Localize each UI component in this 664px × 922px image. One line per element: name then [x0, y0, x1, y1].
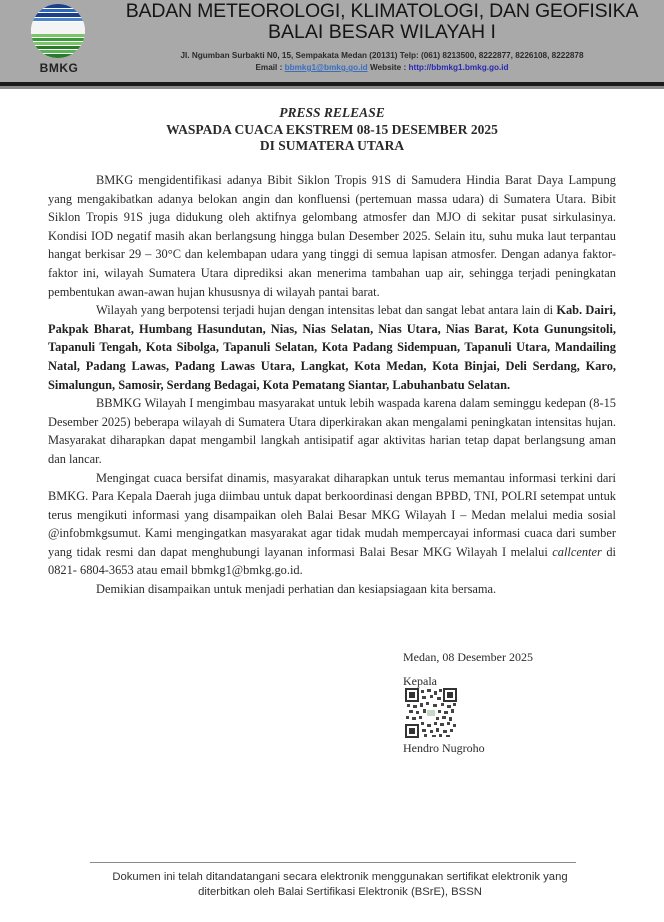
place-date: Medan, 08 Desember 2025: [403, 650, 533, 664]
email-label: Email :: [255, 63, 283, 72]
letterhead: [0, 0, 664, 82]
paragraph-1: BMKG mengidentifikasi adanya Bibit Siklon Tropis 91S di Samudera Hindia Barat Daya Lampung yang mengakibatkan adanya belokan angin dan konfluensi (pertemuan massa udara) di Sumatera Utara. Bibit Siklon Tropis 91S juga didukung oleh aktifnya gelombang atmosfer dan MJO di sekitar pusat sirkulasinya. Kondisi IOD negatif masih akan berlangsung hingga bulan Desember 2025. Selain itu, suhu muka laut terpantau hangat berkisar 29 – 30°C dan kelembapan udara yang tinggi di semua lapisan atmosfer. Dengan adanya faktor-faktor ini, wilayah Sumatera Utara diprediksi akan menerima tambahan uap air, sehingga terjadi peningkatan pembentukan awan-awan hujan khususnya di wilayah pantai barat.: [48, 173, 616, 299]
title-line-2: DI SUMATERA UTARA: [259, 138, 405, 153]
paragraph-4-text: Mengingat cuaca bersifat dinamis, masyarakat diharapkan untuk terus memantau informasi terkini dari BMKG. Para Kepala Daerah juga diimbau untuk dapat berkoordinasi dengan BPBD, TNI, POLRI setempat untuk terus mengikuti informasi yang disampaikan oleh Balai Besar MKG Wilayah I – Medan melalui media sosial @infobmkgsumut. Kami mengingatkan masyarakat agar tidak mudah mempercayai informasi cuaca dari sumber yang tidak resmi dan dapat menghubungi layanan informasi Balai Besar MKG Wilayah I melalui: [48, 470, 616, 559]
document-title: [0, 122, 664, 154]
footer-divider: [90, 862, 576, 863]
footer-line-2: diterbitkan oleh Balai Sertifikasi Elektronik (BSrE), BSSN: [198, 885, 482, 898]
org-name: BADAN METEOROLOGI, KLIMATOLOGI, DAN GEOFISIKA: [125, 0, 639, 22]
address: Jl. Ngumban Surbakti N0, 15, Sempakata Medan (20131) Telp: (061) 8213500, 8222877, 8226108, 8222878: [180, 51, 584, 60]
bmkg-logo-emblem-icon: [31, 4, 85, 58]
logo-label: BMKG: [39, 61, 79, 75]
press-release-label: PRESS RELEASE: [279, 105, 385, 120]
paragraph-4-contact: di 0821- 6804-3653 atau email bbmkg1@bmkg.go.id.: [48, 544, 616, 578]
footer-line-1: Dokumen ini telah ditandatangani secara elektronik menggunakan sertifikat elektronik yang: [112, 871, 568, 883]
title-line-1: WASPADA CUACA EKSTREM 08-15 DESEMBER 2025: [166, 122, 498, 137]
signatory-position: Kepala: [403, 674, 437, 688]
paragraph-5: Demikian disampaikan untuk menjadi perhatian dan kesiapsiagaan kita bersama.: [96, 582, 497, 597]
website-label: Website :: [369, 63, 407, 72]
paragraph-3: BBMKG Wilayah I mengimbau masyarakat untuk lebih waspada karena dalam seminggu kedepan (8-15 Desember 2025) beberapa wilayah di Sumatera Utara diperkirakan akan mengalami peningkatan intensitas hujan. Masyarakat diharapkan dapat mengambil langkah antisipatif agar aktivitas harian tetap dapat berlangsung aman dan lancar.: [48, 396, 616, 466]
signature-block: [403, 648, 533, 690]
office-name: BALAI BESAR WILAYAH I: [268, 21, 496, 43]
letterhead-divider-shadow: [0, 86, 664, 89]
bmkg-logo: [28, 4, 90, 76]
document-body: [48, 171, 616, 599]
paragraph-4: [48, 469, 616, 581]
qr-code-icon: [405, 688, 457, 738]
affected-regions: Kab. Dairi, Pakpak Bharat, Humbang Hasundutan, Nias, Nias Selatan, Nias Utara, Nias Barat, Kota Gunungsitoli, Tapanuli Tengah, Kota Sibolga, Tapanuli Selatan, Kota Padang Sidempuan, Tapanuli Utara, Mandailing Natal, Padang Lawas, Padang Lawas Utara, Langkat, Kota Medan, Kota Binjai, Deli Serdang, Karo, Simalungun, Samosir, Serdang Bedagai, Kota Pematang Siantar, Labuhanbatu Selatan.: [48, 303, 617, 392]
signatory-name: Hendro Nugroho: [403, 741, 485, 755]
paragraph-2: [48, 301, 616, 394]
contact-line: [100, 62, 664, 73]
callcenter-term: callcenter: [552, 544, 602, 559]
e-signature-notice: [60, 870, 620, 899]
email-link[interactable]: bbmkg1@bmkg.go.id: [284, 63, 368, 72]
website-link[interactable]: http://bbmkg1.bmkg.go.id: [408, 63, 509, 72]
paragraph-2-intro: Wilayah yang berpotensi terjadi hujan dengan intensitas lebat dan sangat lebat antara lain di: [96, 303, 557, 318]
